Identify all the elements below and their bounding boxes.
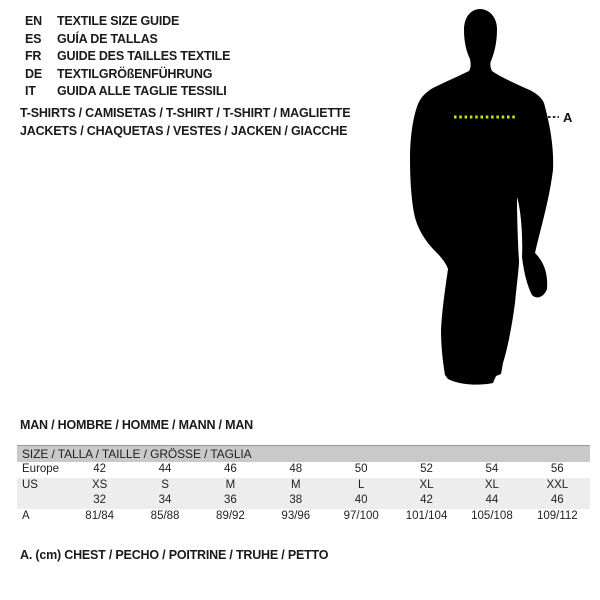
size-cell: 46 [224,463,237,475]
size-cell: 46 [550,494,564,506]
product-line-jackets: JACKETS / CHAQUETAS / VESTES / JACKEN / GIACCHE [20,124,348,138]
man-silhouette-figure [398,5,583,390]
table-row-us [17,478,590,494]
size-cell: 97/100 [343,509,379,522]
size-cell: M [225,478,236,491]
table-row-chest-a [17,509,590,525]
product-line-tshirts: T-SHIRTS / CAMISETAS / T-SHIRT / T-SHIRT / MAGLIETTE [20,106,351,120]
section-title-man: MAN / HOMBRE / HOMME / MANN / MAN [20,418,253,432]
size-cell: 101/104 [405,509,448,522]
language-label: TEXTILE SIZE GUIDE [57,14,180,28]
language-row [25,31,230,49]
language-code: IT [25,84,36,98]
language-row [25,13,230,31]
size-cell: 50 [354,463,368,475]
row-label: Europe [22,463,60,475]
language-list [25,13,230,101]
size-cell: 34 [158,494,172,506]
size-cell: XL [484,478,499,491]
language-label: GUÍA DE TALLAS [57,31,158,46]
man-silhouette-svg [398,5,583,390]
size-cell: 93/96 [281,509,311,522]
table-row-us-numeric [17,493,590,509]
size-cell: 54 [485,463,499,475]
size-cell: L [357,478,365,491]
size-cell: 81/84 [85,509,115,522]
measure-label-a: A [563,110,573,125]
language-code: EN [25,14,42,28]
size-cell: 42 [93,463,107,475]
language-row [25,48,230,66]
size-table-header: SIZE / TALLA / TAILLE / GRÖSSE / TAGLIA [17,445,590,462]
language-label: GUIDE DES TAILLES TEXTILE [57,49,231,63]
size-cell: 52 [420,463,433,475]
size-cell: 89/92 [216,509,245,522]
language-label: TEXTILGRÖßENFÜHRUNG [57,66,213,81]
size-cell: 38 [289,494,303,506]
size-cell: 56 [550,463,564,475]
size-cell: 85/88 [150,509,180,522]
size-cell: 32 [93,494,107,506]
language-code: FR [25,49,42,63]
man-silhouette [410,9,553,385]
row-label: US [22,478,38,491]
size-cell: 40 [354,494,368,506]
size-cell: 44 [158,463,172,475]
size-table [17,445,590,524]
language-code: DE [25,66,42,81]
size-cell: 44 [485,494,499,506]
size-cell: 42 [420,494,433,506]
chest-measure-footnote: A. (cm) CHEST / PECHO / POITRINE / TRUHE / PETTO [20,548,329,562]
size-cell: 48 [289,463,303,475]
size-cell: XS [92,478,108,491]
table-row-europe [17,462,590,478]
row-label [17,493,67,509]
size-cell: 105/108 [471,509,513,522]
product-categories [20,104,350,140]
language-row [25,66,230,84]
size-cell: 36 [224,494,237,506]
size-cell: XXL [546,478,569,491]
language-code: ES [25,31,42,46]
size-cell: M [291,478,301,491]
row-label: A [22,509,30,522]
language-label: GUIDA ALLE TAGLIE TESSILI [57,84,227,98]
size-cell: XL [419,478,434,491]
language-row [25,83,230,101]
size-cell: 109/112 [536,509,578,522]
size-cell: S [161,478,169,491]
